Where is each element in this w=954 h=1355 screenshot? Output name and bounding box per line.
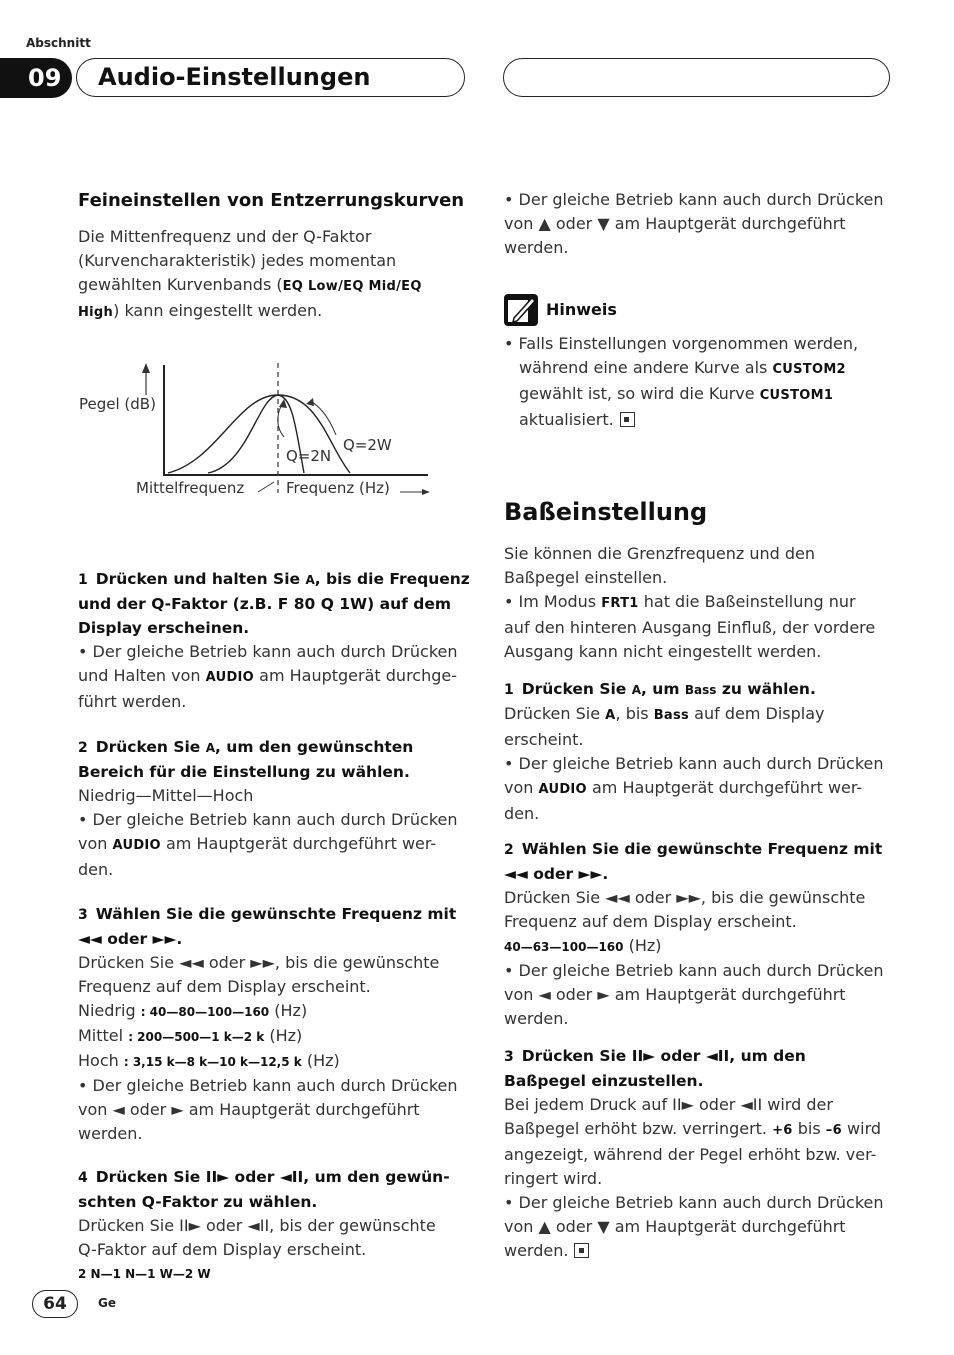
right-step-2: 2 Wählen Sie die gewünschte Frequenz mit ◄◄ oder ►►. Drücken Sie ◄◄ oder ►►, bis die gewünschte Frequenz auf dem Display erscheint. 40—63—100—160 (Hz) • Der gleiche Betrieb kann auch durch Drücken von ◄ oder ► am Hauptgerät durchgeführt werden. bbox=[504, 840, 884, 1028]
left-step-1: 1 Drücken und halten Sie A, bis die Frequenz und der Q-Faktor (z.B. F 80 Q 1W) auf dem Display erscheinen. • Der gleiche Betrieb kann auch durch Drücken und Halten von AUDIO am Hauptgerät durchge- führt werden. bbox=[78, 570, 470, 711]
right-step-1: 1 Drücken Sie A, um Bass zu wählen. Drücken Sie A, bis Bass auf dem Display erscheint. • Der gleiche Betrieb kann auch durch Drücken von AUDIO am Hauptgerät durchgeführt wer- den. bbox=[504, 680, 884, 823]
language-code: Ge bbox=[98, 1296, 116, 1310]
section-label: Abschnitt bbox=[26, 36, 91, 50]
chapter-number: 09 bbox=[0, 58, 72, 98]
q-wide-label: Q=2W bbox=[343, 436, 392, 454]
page-number: 64 bbox=[43, 1294, 67, 1314]
bass-heading: Baßeinstellung bbox=[504, 498, 708, 526]
eq-curve-svg bbox=[78, 355, 458, 505]
header-empty-frame bbox=[503, 58, 890, 97]
right-continuation: • Der gleiche Betrieb kann auch durch Drücken von ▲ oder ▼ am Hauptgerät durchgeführt werden. bbox=[504, 190, 884, 257]
intro-paragraph: Die Mittenfrequenz und der Q-Faktor (Kurvencharakteristik) jedes momentan gewählten Kurvenbands (EQ Low/EQ Mid/EQ High) kann eingestellt werden. bbox=[78, 227, 422, 320]
note-title: Hinweis bbox=[546, 300, 617, 319]
q-narrow-label: Q=2N bbox=[286, 447, 332, 465]
eq-curve-diagram bbox=[78, 355, 458, 505]
center-freq-label: Mittelfrequenz bbox=[136, 479, 245, 497]
y-axis-label: Pegel (dB) bbox=[79, 395, 156, 413]
section-heading: Feineinstellen von Entzerrungskurven bbox=[78, 190, 465, 211]
left-step-4: 4 Drücken Sie II► oder ◄II, um den gewün- schten Q-Faktor zu wählen. Drücken Sie II► oder ◄II, bis der gewünschte Q-Faktor auf dem Display erscheint. 2 N—1 N—1 W—2 W bbox=[78, 1168, 450, 1281]
x-axis-label: Frequenz (Hz) bbox=[286, 479, 390, 497]
end-mark-icon bbox=[574, 1243, 589, 1258]
note-icon bbox=[504, 294, 538, 326]
left-step-2: 2 Drücken Sie A, um den gewünschten Bereich für die Einstellung zu wählen. Niedrig—Mittel—Hoch • Der gleiche Betrieb kann auch durch Drücken von AUDIO am Hauptgerät durchgeführt wer- den. bbox=[78, 738, 458, 879]
chapter-title: Audio-Einstellungen bbox=[98, 63, 371, 91]
note-body: • Falls Einstellungen vorgenommen werden, während eine andere Kurve als CUSTOM2 gewählt ist, so wird die Kurve CUSTOM1 aktualisiert. bbox=[504, 334, 859, 429]
right-step-3: 3 Drücken Sie II► oder ◄II, um den Baßpegel einzustellen. Bei jedem Druck auf II► oder ◄II wird der Baßpegel erhöht bzw. verringert. +6 bis –6 wird angezeigt, während der Pegel erhöht bzw. ver- ringert wird. • Der gleiche Betrieb kann auch durch Drücken von ▲ oder ▼ am Hauptgerät durchgeführt werden. bbox=[504, 1047, 884, 1260]
bass-intro: Sie können die Grenzfrequenz und den Baßpegel einstellen. • Im Modus FRT1 hat die Baßeinstellung nur auf den hinteren Ausgang Einfluß, der vordere Ausgang kann nicht eingestellt werden. bbox=[504, 544, 876, 661]
left-step-3: 3 Wählen Sie die gewünschte Frequenz mit ◄◄ oder ►►. Drücken Sie ◄◄ oder ►►, bis die gewünschte Frequenz auf dem Display erscheint. Niedrig : 40—80—100—160 (Hz) Mittel : 200—500—1 k—2 k (Hz) Hoch : 3,15 k—8 k—10 k—12,5 k (Hz) • Der gleiche Betrieb kann auch durch Drücken von ◄ oder ► am Hauptgerät durchgeführt werden. bbox=[78, 905, 458, 1143]
end-mark-icon bbox=[620, 412, 635, 427]
